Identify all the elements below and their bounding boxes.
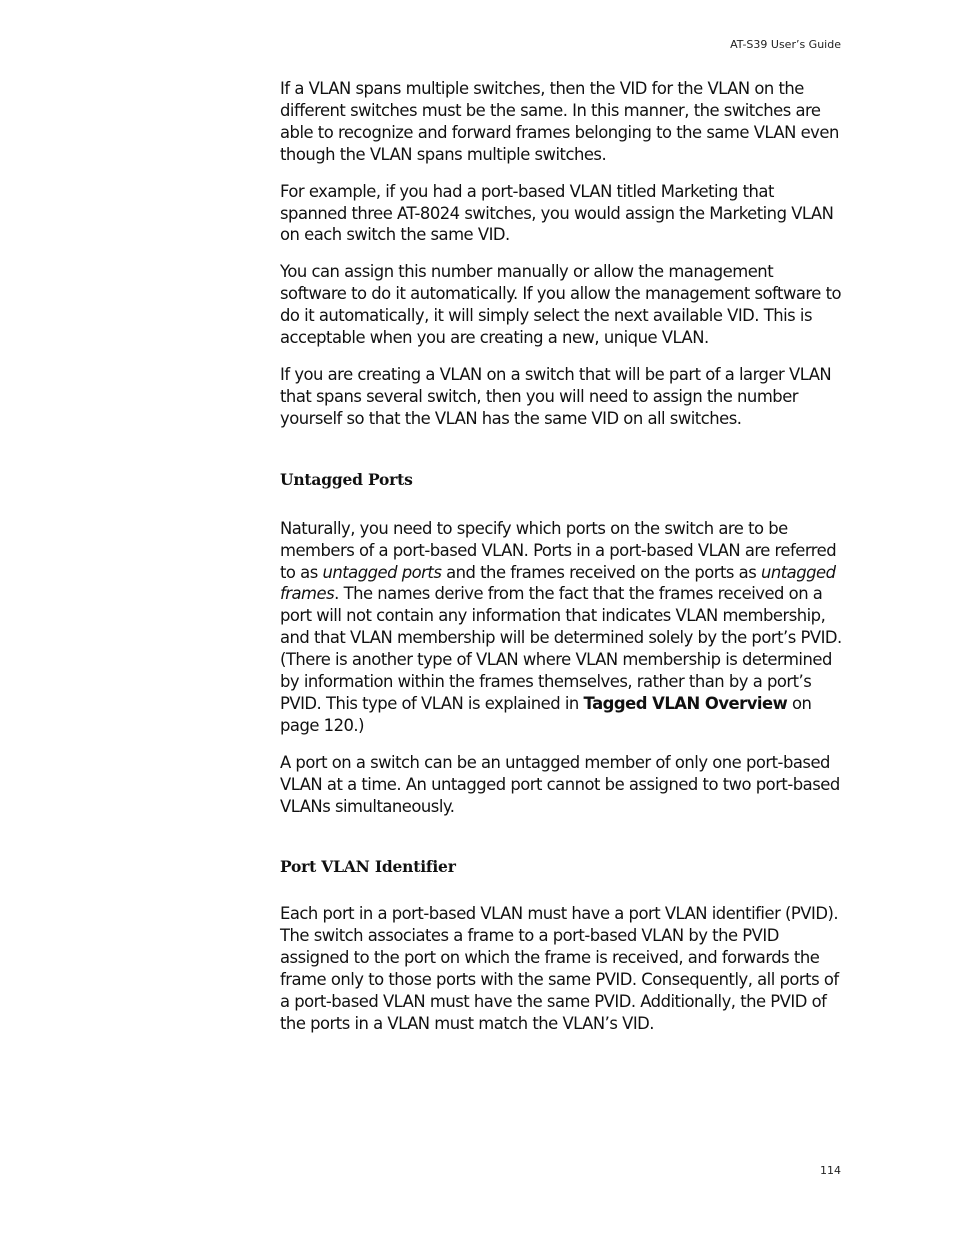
paragraph-untagged-member: A port on a switch can be an untagged member of only one port-based VLAN at a time. An untagged port cannot be assigned to two port-based VLANs simultaneously. (280, 752, 840, 816)
section-heading-untagged-ports: Untagged Ports (280, 469, 413, 489)
page-number: 114 (820, 1164, 841, 1177)
text-run: . The names derive from the fact that the frames received on a port will not contain any information that indicates VLAN membership, and that VLAN membership will be determined solely by the port’s PVID. (There is another type of VLAN where VLAN membership is determined by information within the frames themselves, rather than by a port’s PVID. This type of VLAN is explained in (280, 584, 842, 713)
cross-reference-link[interactable]: Tagged VLAN Overview (583, 693, 788, 713)
page-body (280, 78, 842, 1050)
section-heading-port-vlan-identifier: Port VLAN Identifier (280, 857, 456, 877)
paragraph-larger-vlan: If you are creating a VLAN on a switch that will be part of a larger VLAN that spans several switch, then you will need to assign the number yourself so that the VLAN has the same VID on all switches. (280, 364, 832, 428)
paragraph-marketing-example: For example, if you had a port-based VLAN titled Marketing that spanned three AT-8024 switches, you would assign the Marketing VLAN on each switch the same VID. (280, 181, 834, 245)
text-run: Naturally, you need to specify which ports on the switch are to be members of a port-based VLAN. Ports in a port-based VLAN are referred to as (280, 518, 837, 582)
text-run: on page 120.) (280, 693, 812, 735)
term-untagged-ports: untagged ports (322, 562, 442, 582)
paragraph-untagged-ports (280, 518, 842, 737)
term-untagged-frames: untagged frames (280, 562, 836, 604)
paragraph-assign-manually: You can assign this number manually or allow the management software to do it automatically. If you allow the management software to do it automatically, it will simply select the next available VID. This is acceptable when you are creating a new, unique VLAN. (280, 262, 842, 348)
paragraph-pvid: Each port in a port-based VLAN must have a port VLAN identifier (PVID). The switch associates a frame to a port-based VLAN by the PVID assigned to the port on which the frame is received, and forwards the frame only to those ports with the same PVID. Consequently, all ports of a port-based VLAN must have the same PVID. Additionally, the PVID of the ports in a VLAN must match the VLAN’s VID. (280, 904, 839, 1033)
running-header: AT-S39 User’s Guide (730, 38, 841, 51)
paragraph-multi-switch-vid: If a VLAN spans multiple switches, then the VID for the VLAN on the different switches must be the same. In this manner, the switches are able to recognize and forward frames belonging to the same VLAN even though the VLAN spans multiple switches. (280, 79, 839, 164)
text-run: and the frames received on the ports as (441, 562, 761, 582)
